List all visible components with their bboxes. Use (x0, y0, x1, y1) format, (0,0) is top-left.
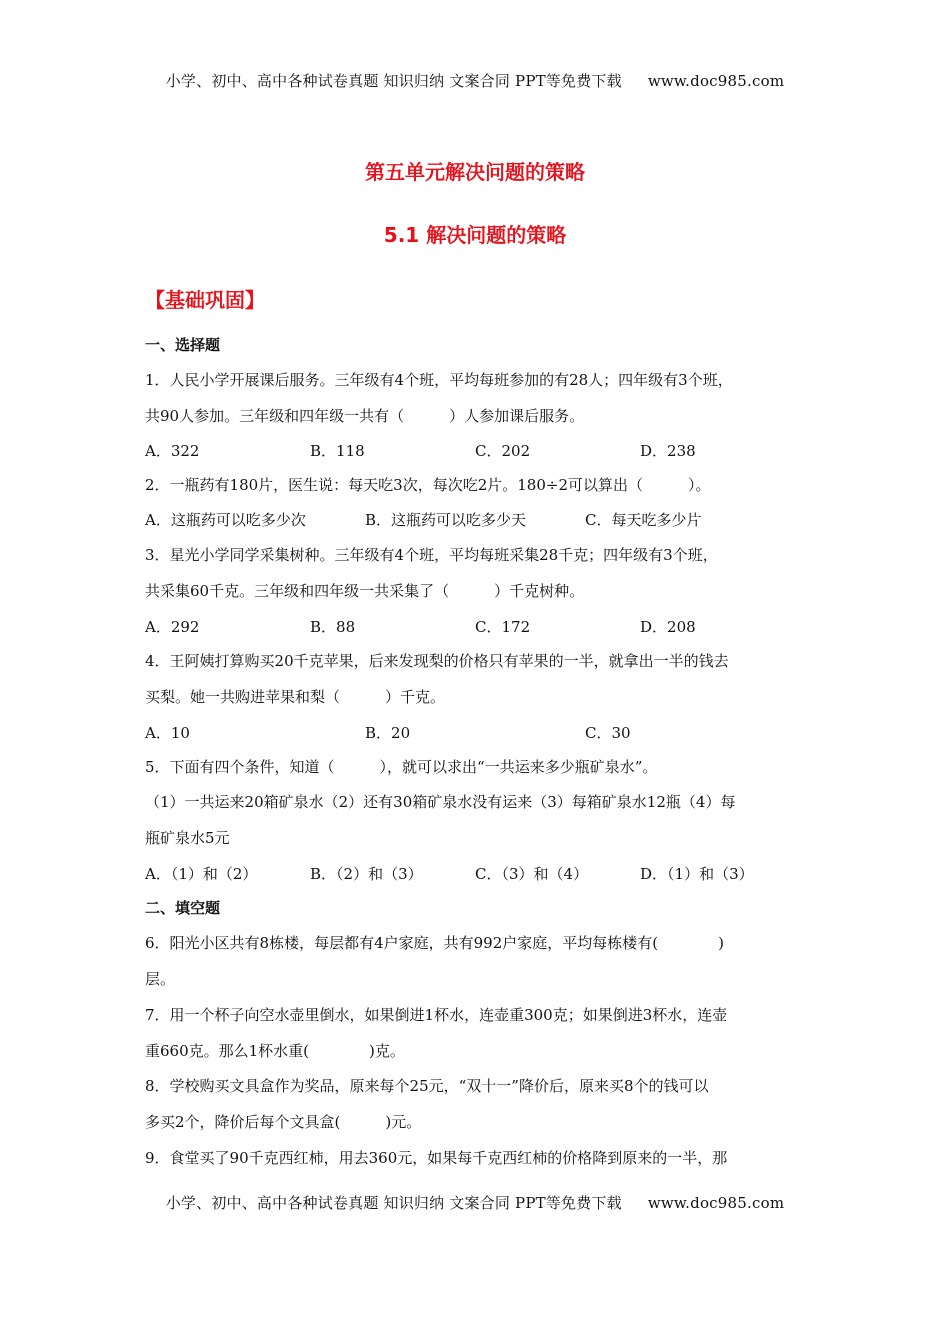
q4-option-c: C．30 (585, 724, 631, 742)
header-text: 小学、初中、高中各种试卷真题 知识归纳 文案合同 PPT等免费下载 (165, 72, 622, 90)
q3-line2: 共采集60千克。三年级和四年级一共采集了（ ）千克树种。 (145, 582, 585, 600)
page-footer (0, 1192, 950, 1213)
q5-option-b: B．（2）和（3） (310, 865, 423, 883)
q5-option-d: D．（1）和（3） (640, 865, 754, 883)
q2-option-b: B．这瓶药可以吃多少天 (365, 511, 527, 529)
q4-option-a: A．10 (145, 724, 190, 742)
q4-option-b: B．20 (365, 724, 411, 742)
q8-line2: 多买2个，降价后每个文具盒( )元。 (145, 1113, 422, 1131)
q3-option-c: C．172 (475, 618, 531, 636)
q1-option-d: D．238 (640, 442, 696, 460)
footer-text: 小学、初中、高中各种试卷真题 知识归纳 文案合同 PPT等免费下载 (165, 1194, 622, 1212)
q3-option-b: B．88 (310, 618, 356, 636)
q3-line1: 3．星光小学同学采集树种。三年级有4个班，平均每班采集28千克；四年级有3个班， (145, 546, 718, 564)
lesson-title: 5.1 解决问题的策略 (383, 223, 567, 247)
footer-url[interactable]: www.doc985.com (647, 1194, 785, 1212)
q5-option-c: C．（3）和（4） (475, 865, 589, 883)
section-fill: 二、填空题 (145, 899, 221, 917)
q9-line1: 9．食堂买了90千克西红柿，用去360元，如果每千克西红柿的价格降到原来的一半，那 (145, 1149, 728, 1167)
q5-option-a: A．（1）和（2） (145, 865, 258, 883)
q3-option-d: D．208 (640, 618, 696, 636)
q5-line3: 瓶矿泉水5元 (145, 829, 230, 847)
q1-option-a: A．322 (145, 442, 200, 460)
q1-option-c: C．202 (475, 442, 531, 460)
q2-line1: 2．一瓶药有180片，医生说：每天吃3次，每次吃2片。180÷2可以算出（ ）。 (145, 476, 711, 494)
section-tag: 【基础巩固】 (145, 288, 265, 312)
header-url[interactable]: www.doc985.com (647, 72, 785, 90)
q8-line1: 8．学校购买文具盒作为奖品，原来每个25元，“双十一”降价后，原来买8个的钱可以 (145, 1077, 709, 1095)
q1-option-b: B．118 (310, 442, 365, 460)
unit-title: 第五单元解决问题的策略 (365, 160, 585, 184)
q4-line2: 买梨。她一共购进苹果和梨（ ）千克。 (145, 688, 446, 706)
page-header (0, 70, 950, 91)
q7-line1: 7．用一个杯子向空水壶里倒水，如果倒进1杯水，连壶重300克；如果倒进3杯水，连壶 (145, 1006, 728, 1024)
q3-option-a: A．292 (145, 618, 200, 636)
q5-line2: （1）一共运来20箱矿泉水（2）还有30箱矿泉水没有运来（3）每箱矿泉水12瓶（4）每 (145, 793, 736, 811)
q5-line1: 5．下面有四个条件，知道（ ），就可以求出“一共运来多少瓶矿泉水”。 (145, 758, 658, 776)
q2-option-c: C．每天吃多少片 (585, 511, 702, 529)
q6-line1: 6．阳光小区共有8栋楼，每层都有4户家庭，共有992户家庭，平均每栋楼有( ) (145, 934, 724, 952)
section-choice: 一、选择题 (145, 336, 221, 354)
q6-line2: 层。 (145, 970, 176, 988)
q2-option-a: A．这瓶药可以吃多少次 (145, 511, 306, 529)
q1-line1: 1．人民小学开展课后服务。三年级有4个班，平均每班参加的有28人；四年级有3个班， (145, 371, 733, 389)
q7-line2: 重660克。那么1杯水重( )克。 (145, 1042, 405, 1060)
q1-line2: 共90人参加。三年级和四年级一共有（ ）人参加课后服务。 (145, 407, 585, 425)
q4-line1: 4．王阿姨打算购买20千克苹果，后来发现梨的价格只有苹果的一半，就拿出一半的钱去 (145, 652, 729, 670)
